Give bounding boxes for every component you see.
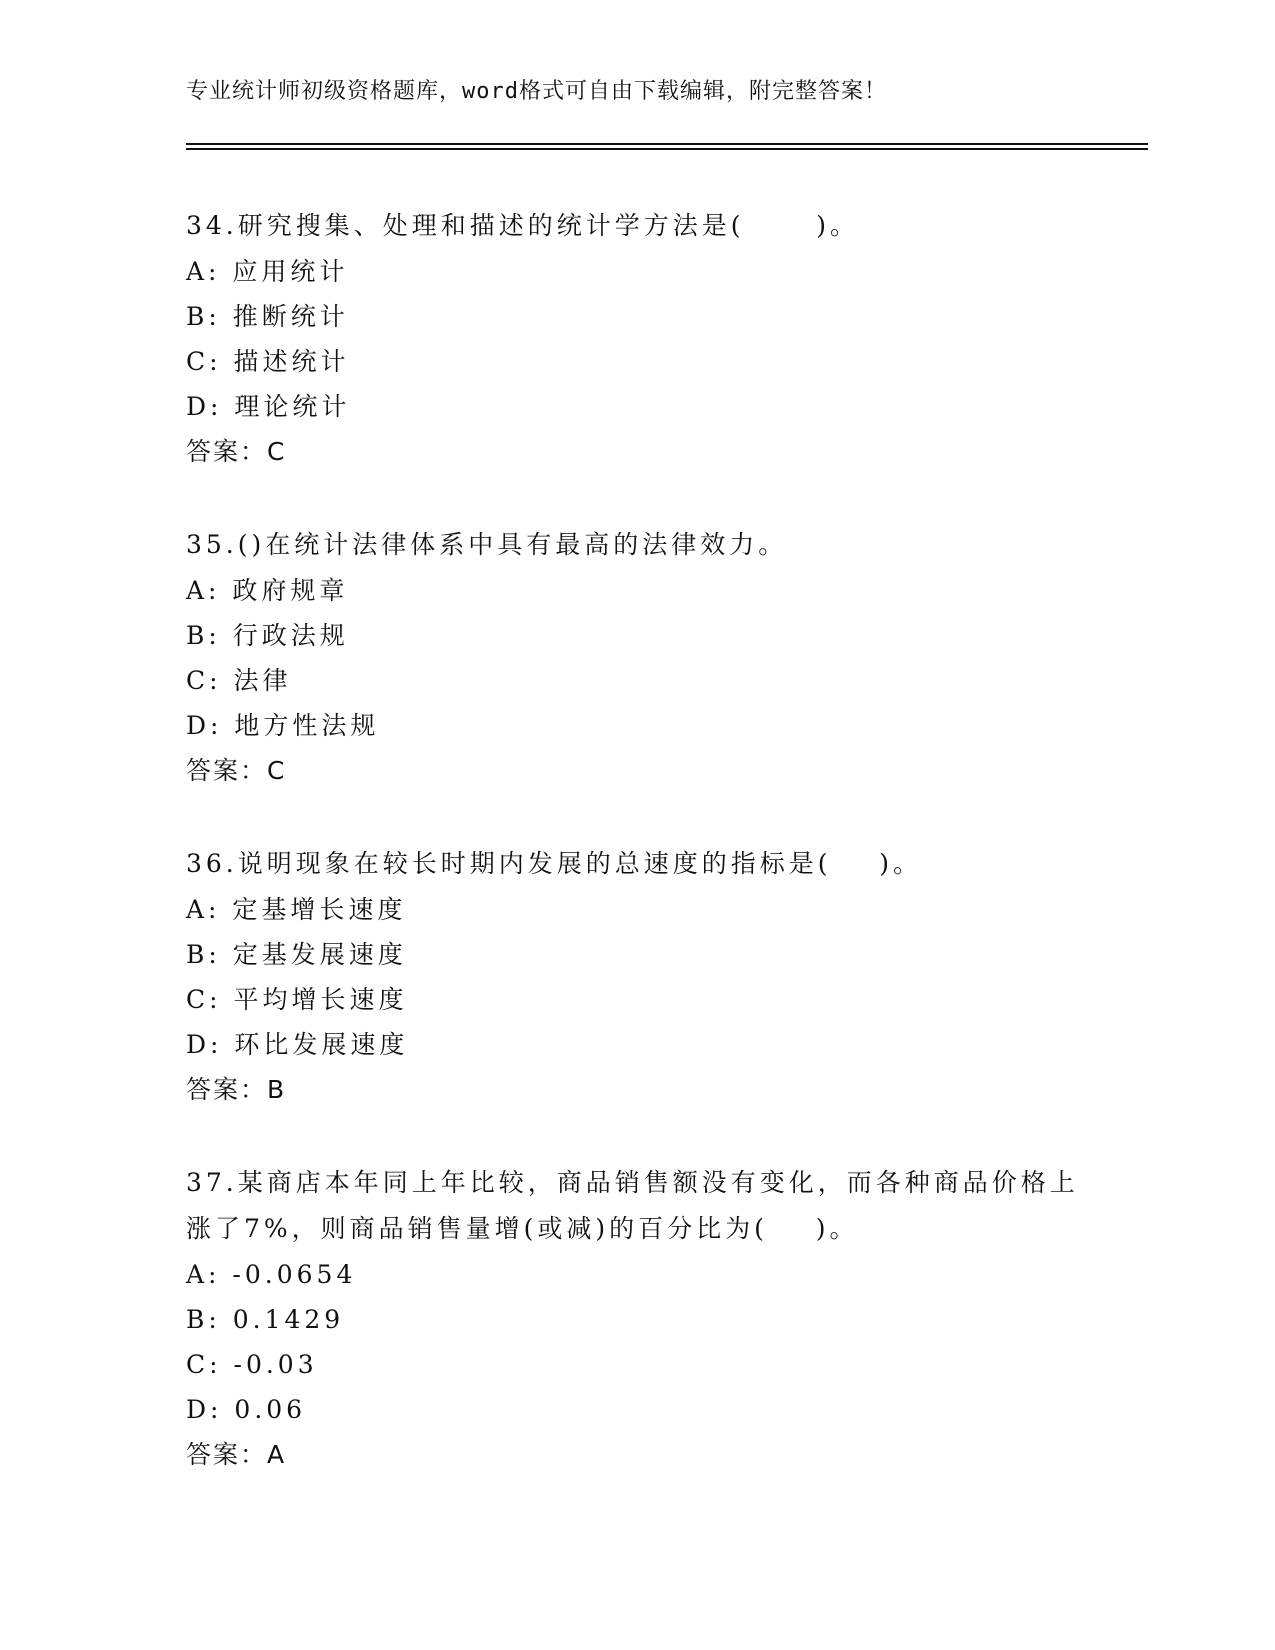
option-c: C: 法律 (186, 666, 292, 695)
option-d: D: 地方性法规 (186, 711, 380, 740)
header-rule-bottom (186, 148, 1148, 150)
answer: 答案：A (186, 1440, 287, 1469)
question-36 (186, 841, 1086, 1112)
option-d: D: 理论统计 (186, 392, 351, 421)
question-stem: 37.某商店本年同上年比较，商品销售额没有变化，而各种商品价格上涨了7%，则商品销售量增(或减)的百分比为( )。 (186, 1168, 1079, 1243)
option-b: B: 行政法规 (186, 621, 349, 650)
answer: 答案：C (186, 756, 287, 785)
question-list (186, 203, 1086, 1525)
question-35 (186, 522, 1086, 793)
option-c: C: 描述统计 (186, 347, 350, 376)
option-a: A: -0.0654 (186, 1260, 357, 1289)
option-c: C: 平均增长速度 (186, 985, 408, 1014)
option-b: B: 定基发展速度 (186, 940, 407, 969)
option-b: B: 推断统计 (186, 302, 349, 331)
question-37 (186, 1160, 1086, 1477)
option-d: D: 0.06 (186, 1395, 307, 1424)
option-a: A: 政府规章 (186, 576, 349, 605)
option-d: D: 环比发展速度 (186, 1030, 409, 1059)
question-34 (186, 203, 1086, 474)
header-rule-top (186, 143, 1148, 145)
page-header: 专业统计师初级资格题库，word格式可自由下载编辑，附完整答案！ (186, 79, 887, 104)
option-a: A: 应用统计 (186, 257, 349, 286)
question-stem: 34.研究搜集、处理和描述的统计学方法是( )。 (186, 211, 859, 240)
answer: 答案：C (186, 437, 287, 466)
option-c: C: -0.03 (186, 1350, 318, 1379)
option-b: B: 0.1429 (186, 1305, 345, 1334)
option-a: A: 定基增长速度 (186, 895, 407, 924)
question-stem: 35.()在统计法律体系中具有最高的法律效力。 (186, 530, 788, 559)
question-stem: 36.说明现象在较长时期内发展的总速度的指标是( )。 (186, 849, 923, 878)
answer: 答案：B (186, 1075, 287, 1104)
